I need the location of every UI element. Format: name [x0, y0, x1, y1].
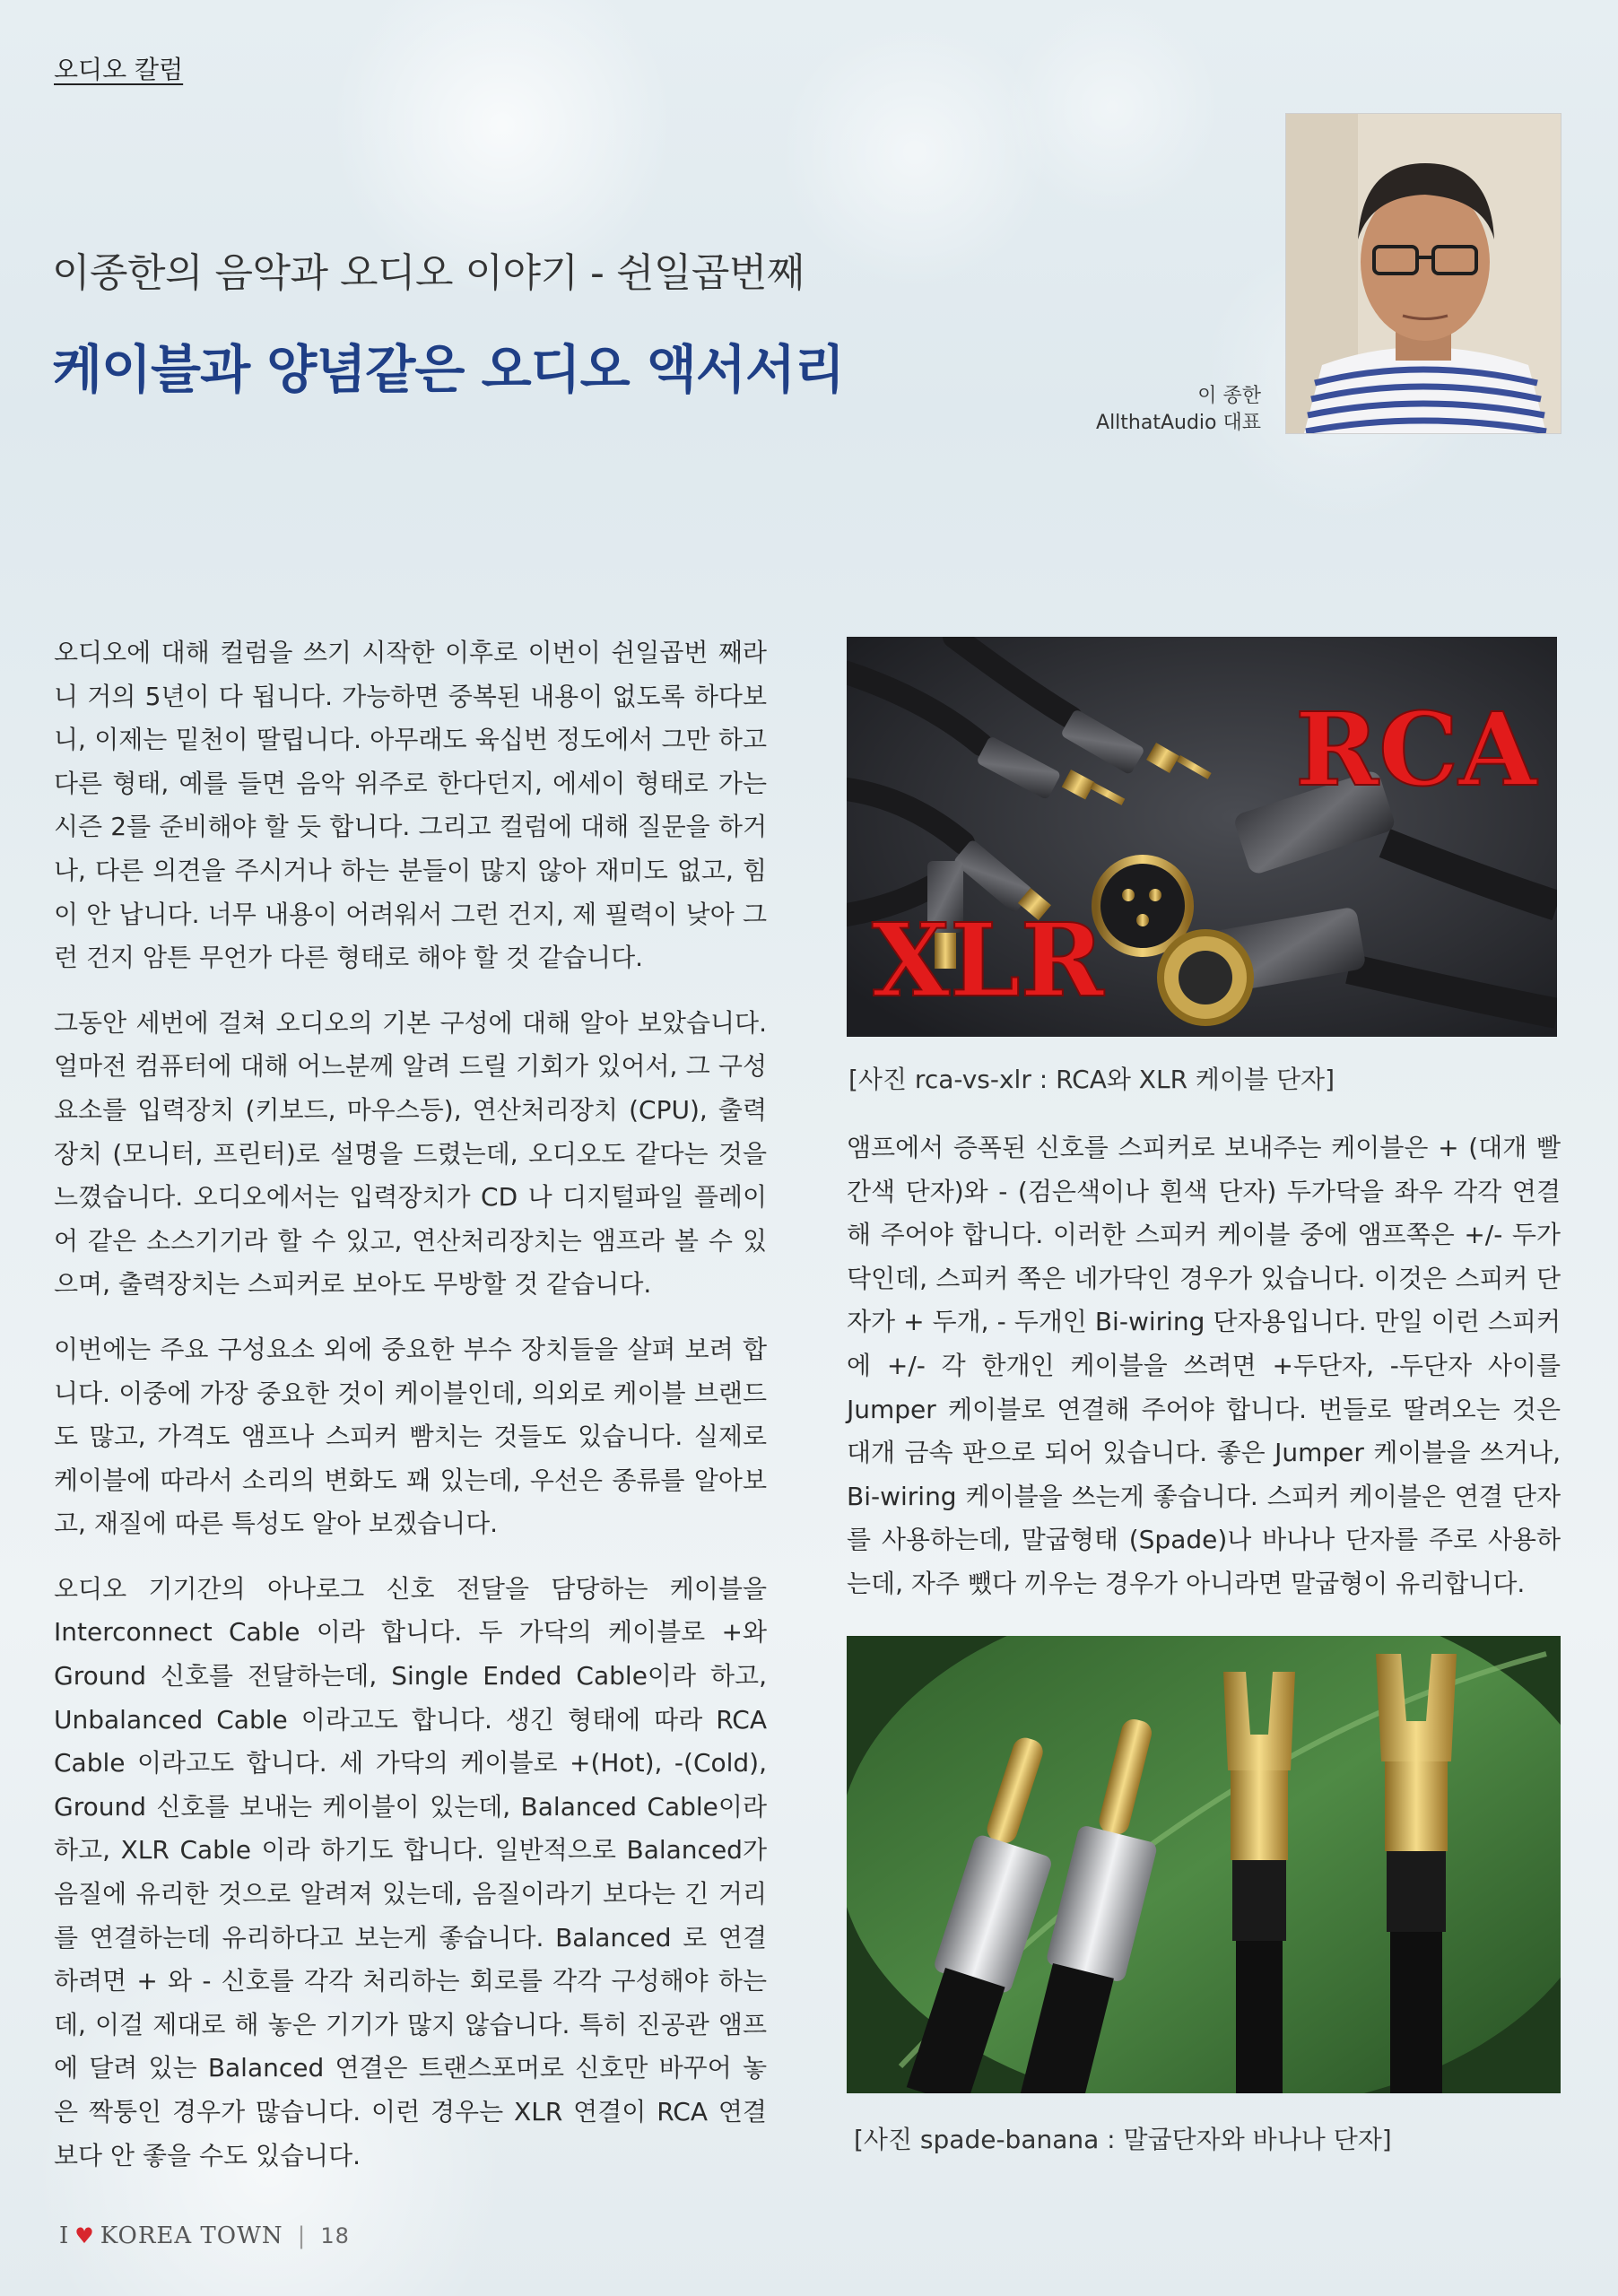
- article-right-column: [847, 1126, 1561, 1606]
- paragraph: 오디오 기기간의 아나로그 신호 전달을 담당하는 케이블을 Interconnect Cable 이라 합니다. 두 가닥의 케이블로 +와 Ground 신호를 전달하는데, Single Ended Cable이라 하고, Unbalanced Cable 이라고도 합니다. 생긴 형태에 따라 RCA Cable 이라고도 합니다. 세 가닥의 케이블로 +(Hot), -(Cold), Ground 신호를 보내는 케이블이 있는데, Balanced Cable이라 하고, XLR Cable 이라 하기도 합니다. 일반적으로 Balanced가 음질에 유리한 것으로 알려져 있는데, 음질이라기 보다는 긴 거리를 연결하는데 유리하다고 보는게 좋습니다. Balanced 로 연결하려면 + 와 - 신호를 각각 처리하는 회로를 각각 구성해야 하는데, 이걸 제대로 해 놓은 기기가 많지 않습니다. 특히 진공관 앰프에 달려 있는 Balanced 연결은 트랜스포머로 신호만 바꾸어 놓은 짝퉁인 경우가 많습니다. 이런 경우는 XLR 연결이 RCA 연결보다 안 좋을 수도 있습니다.: [54, 1573, 767, 2170]
- footer-separator: |: [297, 2222, 307, 2249]
- section-label: 오디오 칼럼: [54, 55, 184, 84]
- series-title: 이종한의 음악과 오디오 이야기 - 쉰일곱번째: [52, 250, 805, 296]
- brand-name: KOREA TOWN: [100, 2222, 283, 2249]
- author-role: AllthatAudio 대표: [1096, 412, 1261, 434]
- brand-prefix: I: [59, 2222, 70, 2249]
- rca-xlr-photo: [847, 637, 1557, 1037]
- paragraph: 앰프에서 증폭된 신호를 스피커로 보내주는 케이블은 + (대개 빨간색 단자)와 - (검은색이나 흰색 단자) 두가닥을 좌우 각각 연결해 주어야 합니다. 이러한 스피커 케이블 중에 앰프쪽은 +/- 두가닥인데, 스피커 쪽은 네가닥인 경우가 있습니다. 이것은 스피커 단자가 + 두개, - 두개인 Bi-wiring 단자용입니다. 만일 이런 스피커에 +/- 각 한개인 케이블을 쓰려면 +두단자, -두단자 사이를 Jumper 케이블로 연결해 주어야 합니다. 번들로 딸려오는 것은 대개 금속 판으로 되어 있습니다. 좋은 Jumper 케이블을 쓰거나, Bi-wiring 케이블을 쓰는게 좋습니다. 스피커 케이블은 연결 단자를 사용하는데, 말굽형태 (Spade)나 바나나 단자를 주로 사용하는데, 자주 뺐다 끼우는 경우가 아니라면 말굽형이 유리합니다.: [847, 1133, 1561, 1598]
- rca-label: RCA: [1295, 691, 1537, 809]
- author-photo: [1285, 113, 1561, 434]
- author-portrait-illustration: [1286, 114, 1561, 433]
- paragraph: 이번에는 주요 구성요소 외에 중요한 부수 장치들을 살펴 보려 합니다. 이중에 가장 중요한 것이 케이블인데, 의외로 케이블 브랜드도 많고, 가격도 앰프나 스피커 빰치는 것들도 있습니다. 실제로 케이블에 따라서 소리의 변화도 꽤 있는데, 우선은 종류를 알아보고, 재질에 따른 특성도 알아 보겠습니다.: [54, 1334, 767, 1539]
- figure-caption-rca: [사진 rca-vs-xlr : RCA와 XLR 케이블 단자]: [848, 1065, 1335, 1094]
- heart-icon: ♥: [74, 2223, 95, 2248]
- paragraph: 그동안 세번에 걸쳐 오디오의 기본 구성에 대해 알아 보았습니다. 얼마전 컴퓨터에 대해 어느분께 알려 드릴 기회가 있어서, 그 구성요소를 입력장치 (키보드, 마우스등), 연산처리장치 (CPU), 출력장치 (모니터, 프린터)로 설명을 드렸는데, 오디오도 같다는 것을 느꼈습니다. 오디오에서는 입력장치가 CD 나 디지털파일 플레이어 같은 소스기기라 할 수 있고, 연산처리장치는 앰프라 볼 수 있으며, 출력장치는 스피커로 보아도 무방할 것 같습니다.: [54, 1007, 767, 1300]
- page-title: 케이블과 양념같은 오디오 액서서리: [52, 339, 844, 400]
- figure-caption-spade: [사진 spade-banana : 말굽단자와 바나나 단자]: [854, 2125, 1392, 2154]
- article-left-column: [54, 631, 767, 2199]
- paragraph: 오디오에 대해 컬럼을 쓰기 시작한 이후로 이번이 쉰일곱번 째라니 거의 5년이 다 됩니다. 가능하면 중복된 내용이 없도록 하다보니, 이제는 밑천이 딸립니다. 아무래도 육십번 정도에서 그만 하고 다른 형태, 예를 들면 음악 위주로 한다던지, 에세이 형태로 가는 시즌 2를 준비해야 할 듯 합니다. 그리고 컬럼에 대해 질문을 하거나, 다른 의견을 주시거나 하는 분들이 많지 않아 재미도 없고, 힘이 안 납니다. 너무 내용이 어려워서 그런 건지, 제 필력이 낮아 그런 건지 암튼 무언가 다른 형태로 해야 할 것 같습니다.: [54, 638, 767, 973]
- xlr-label: XLR: [872, 902, 1104, 1020]
- footer: [59, 2222, 350, 2249]
- page-number: 18: [320, 2223, 350, 2248]
- author-name: 이 종한: [1197, 385, 1261, 407]
- spade-banana-photo: [847, 1636, 1561, 2093]
